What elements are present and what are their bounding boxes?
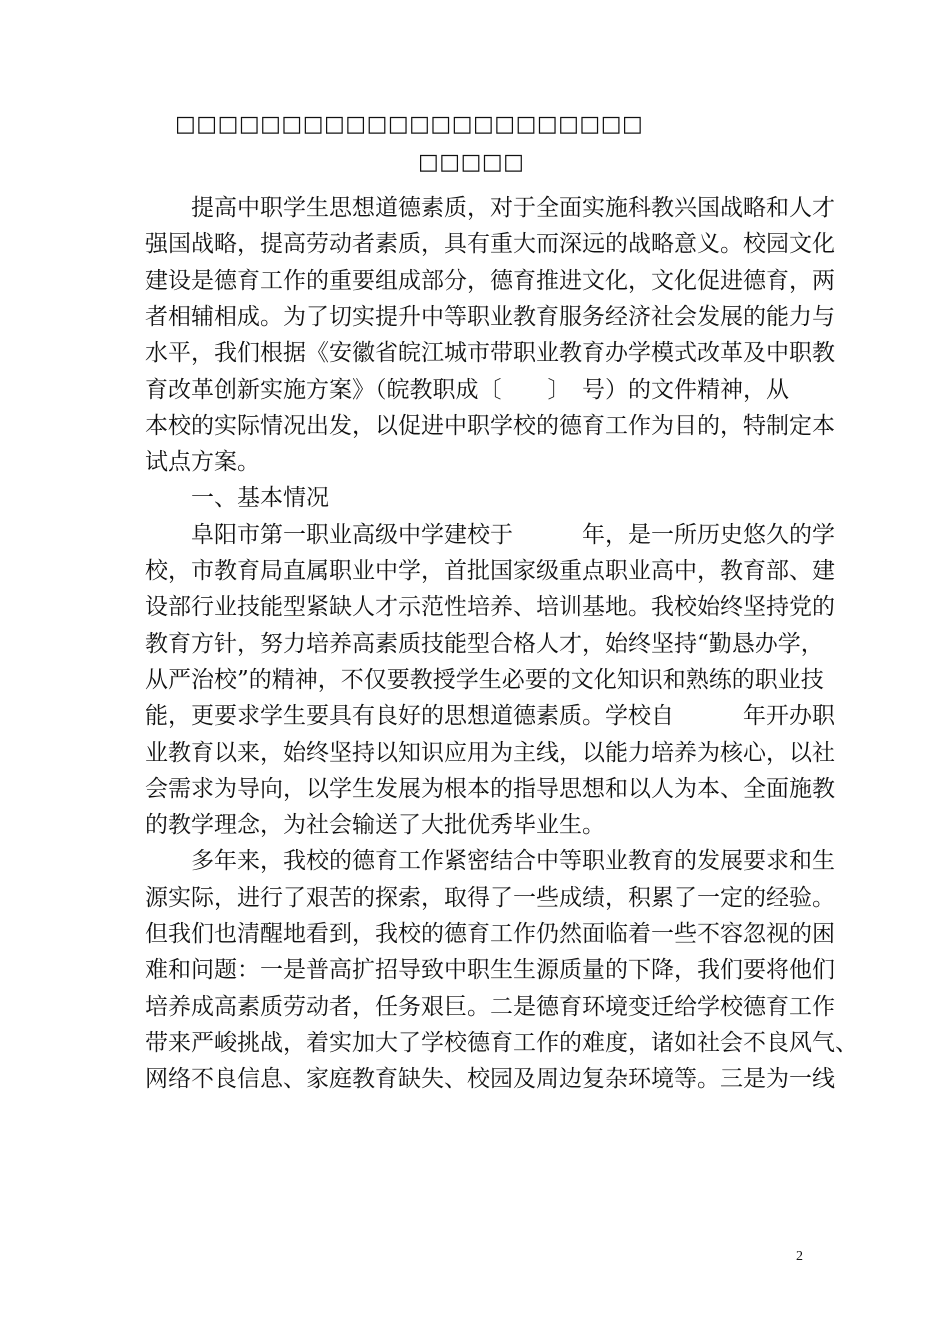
body-text-line: 源实际，进行了艰苦的探索，取得了一些成绩，积累了一定的经验。 [145, 884, 835, 911]
body-text-line: 设部行业技能型紧缺人才示范性培养、培训基地。我校始终坚持党的 [145, 594, 835, 621]
body-text-line: 者相辅相成。为了切实提升中等职业教育服务经济社会发展的能力与 [145, 303, 835, 330]
body-text-line: 阜阳市第一职业高级中学建校于 年，是一所历史悠久的学 [145, 521, 835, 548]
body-text-line: 能，更要求学生要具有良好的思想道德素质。学校自 年开办职 [145, 703, 835, 730]
body-text-line: 提高中职学生思想道德素质，对于全面实施科教兴国战略和人才 [145, 195, 835, 221]
body-text-line: 会需求为导向，以学生发展为根本的指导思想和以人为本、全面施教 [145, 775, 835, 802]
body-text-line: 教育方针，努力培养高素质技能型合格人才，始终坚持“勤恳办学， [145, 630, 824, 657]
body-text-line: 试点方案。 [145, 449, 260, 476]
body-text-line: 网络不良信息、家庭教育缺失、校园及周边复杂环境等。三是为一线 [145, 1066, 835, 1093]
body-text-line: 一、基本情况 [145, 485, 329, 512]
body-text-line: 建设是德育工作的重要组成部分，德育推进文化，文化促进德育，两 [145, 267, 835, 294]
body-text-line: 带来严峻挑战，着实加大了学校德育工作的难度，诸如社会不良风气、 [145, 1029, 858, 1056]
body-text-line: 育改革创新实施方案》（皖教职成〔 〕 号）的文件精神，从 [145, 376, 789, 403]
body-text-line: 多年来，我校的德育工作紧密结合中等职业教育的发展要求和生 [145, 848, 835, 875]
body-text-line: 本校的实际情况出发，以促进中职学校的德育工作为目的，特制定本 [145, 412, 835, 439]
document-title-line-2: □□□□□ [418, 150, 525, 175]
body-text-line: 业教育以来，始终坚持以知识应用为主线，以能力培养为核心，以社 [145, 739, 835, 766]
body-text-line: 水平，我们根据《安徽省皖江城市带职业教育办学模式改革及中职教 [145, 340, 835, 367]
document-title-line-1: □□□□□□□□□□□□□□□□□□□□□□ [175, 112, 644, 137]
body-text-line: 培养成高素质劳动者，任务艰巨。二是德育环境变迁给学校德育工作 [145, 993, 835, 1020]
body-text-line: 强国战略，提高劳动者素质，具有重大而深远的战略意义。校园文化 [145, 231, 835, 258]
body-text-line: 但我们也清醒地看到，我校的德育工作仍然面临着一些不容忽视的困 [145, 921, 835, 947]
body-text-line: 从严治校”的精神，不仅要教授学生必要的文化知识和熟练的职业技 [145, 666, 824, 693]
body-text-line: 校，市教育局直属职业中学，首批国家级重点职业高中，教育部、建 [145, 558, 835, 584]
page-number: 2 [796, 1249, 803, 1264]
body-text-line: 的教学理念，为社会输送了大批优秀毕业生。 [145, 812, 605, 839]
body-text-line: 难和问题：一是普高扩招导致中职生生源质量的下降，我们要将他们 [145, 957, 835, 984]
